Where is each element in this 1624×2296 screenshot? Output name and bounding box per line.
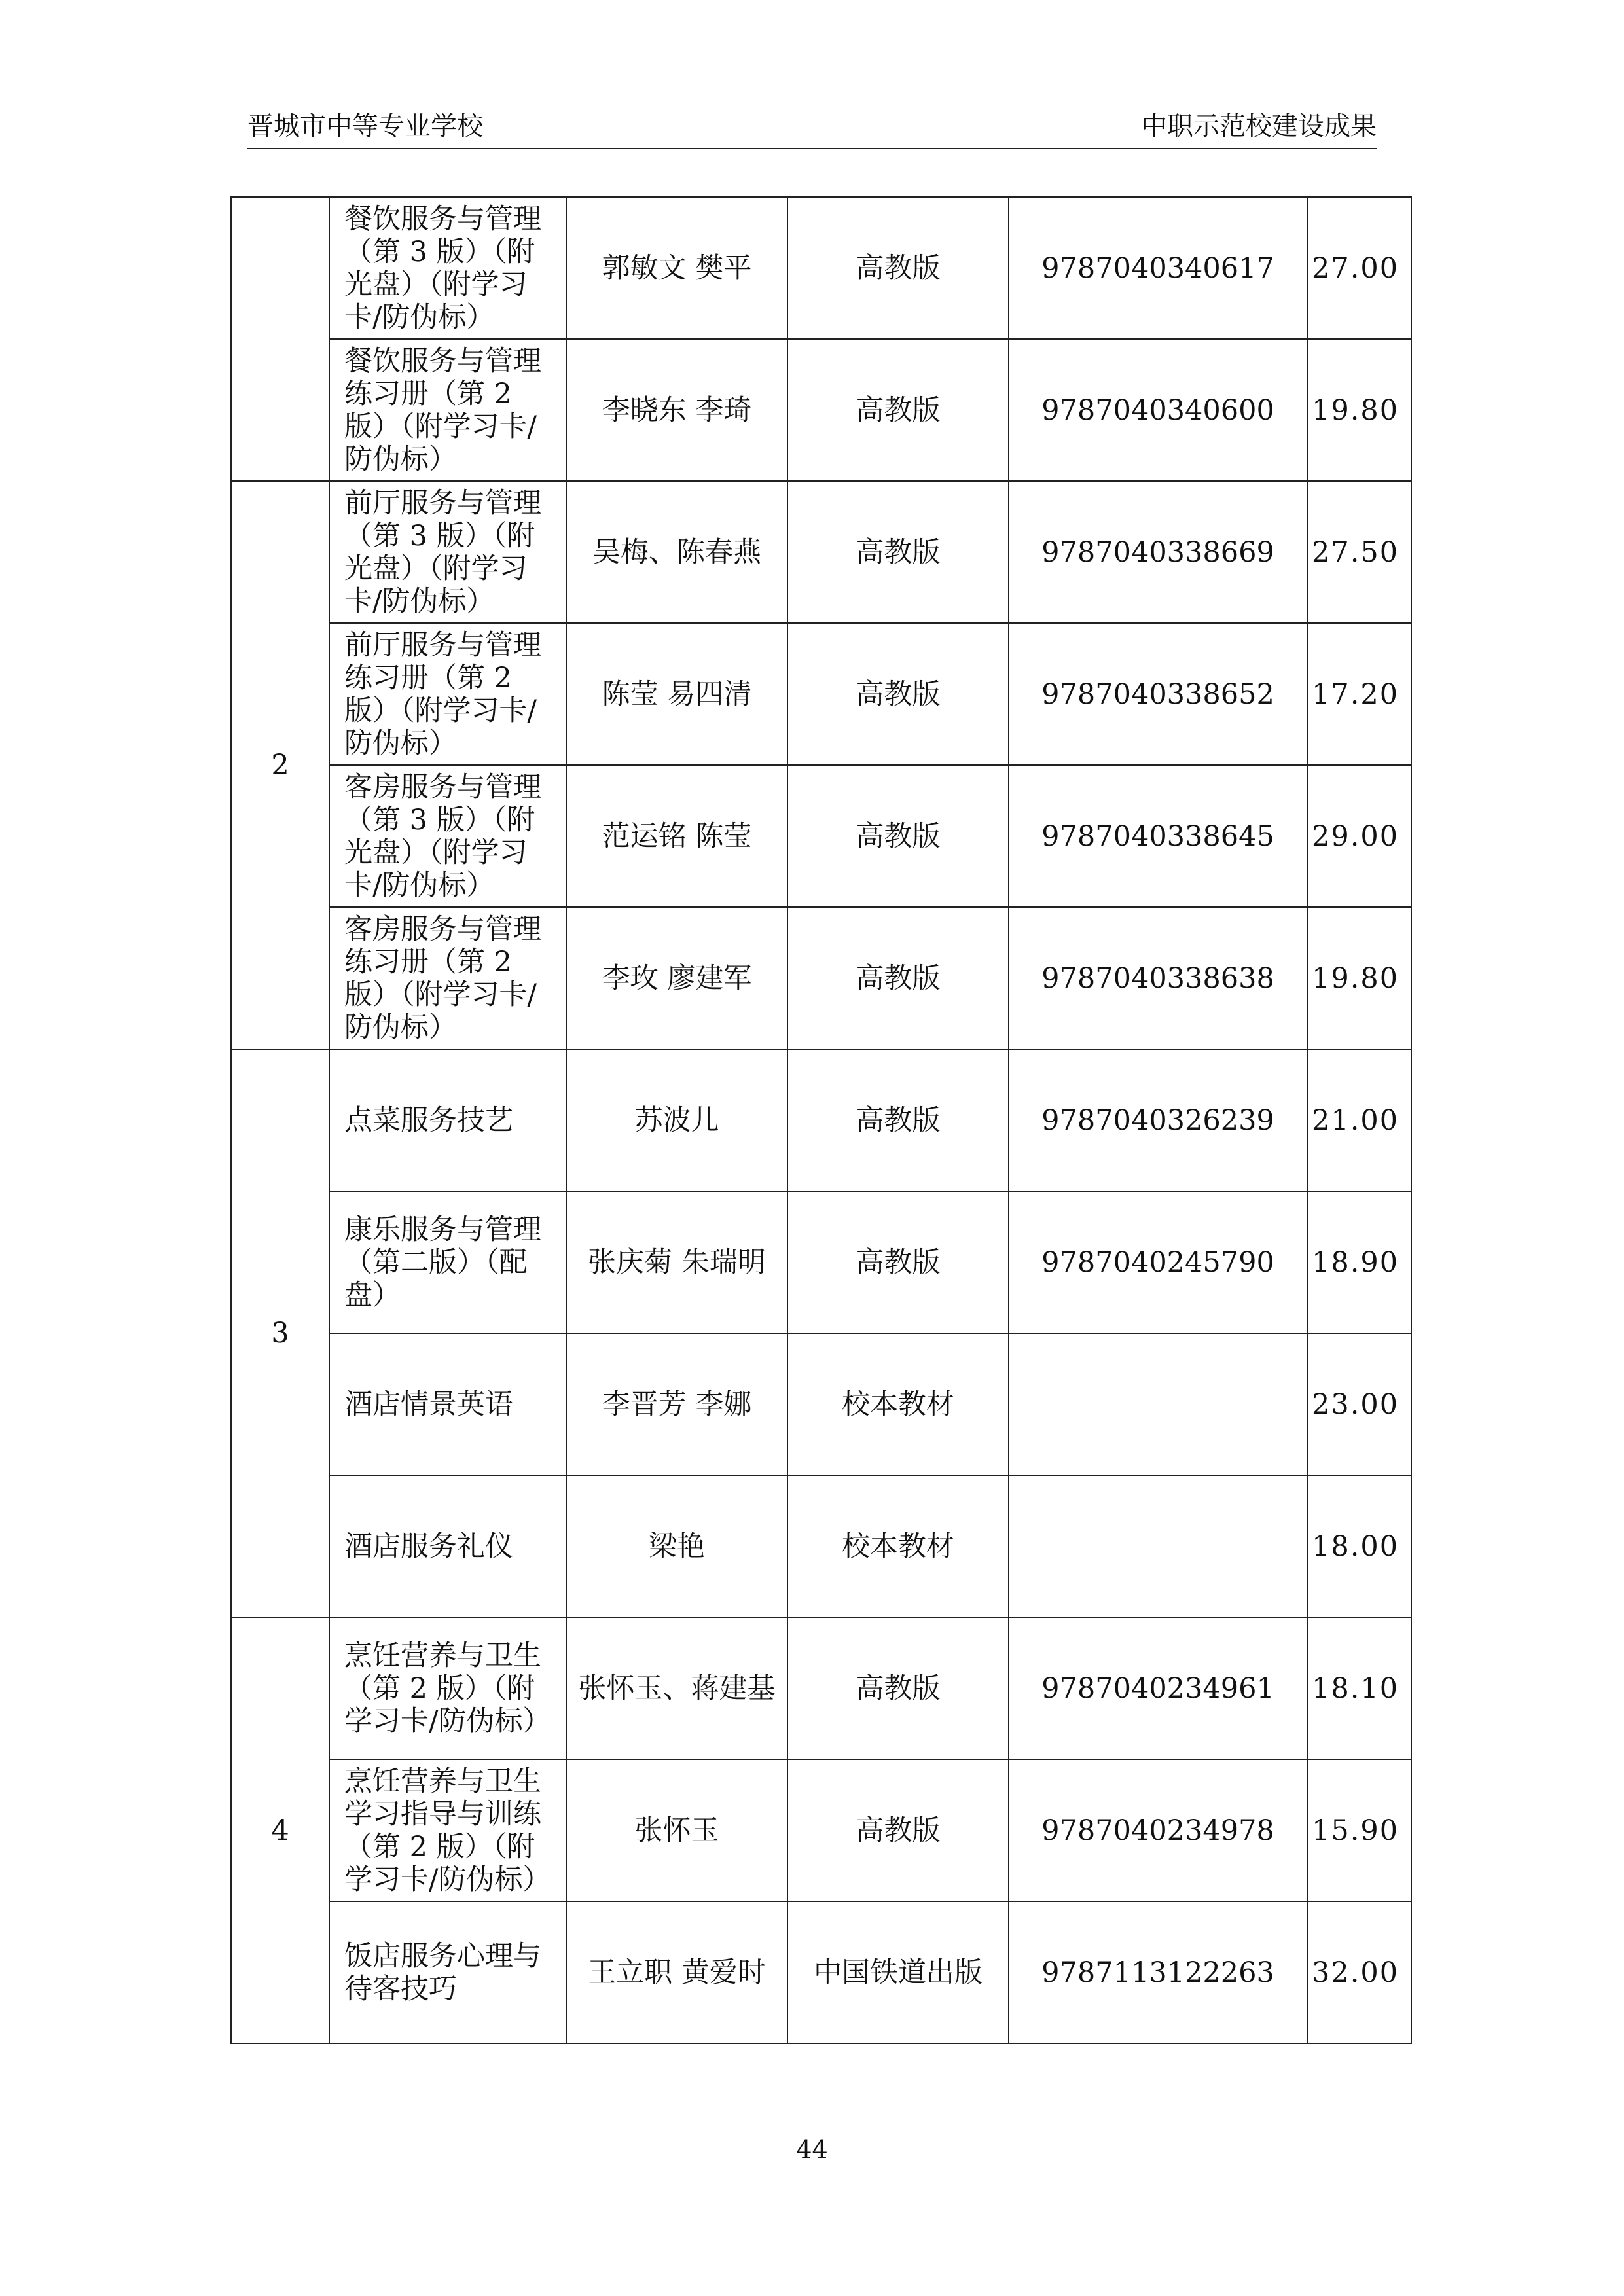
table-row (231, 1475, 1411, 1617)
price-cell: 32.00 (1307, 1901, 1411, 2043)
table-row (231, 481, 1411, 623)
table-row (231, 907, 1411, 1049)
table-row (231, 1759, 1411, 1901)
book-title-cell: 前厅服务与管理练习册（第 2 版）（附学习卡/防伪标） (329, 623, 566, 765)
isbn-cell: 9787040338669 (1009, 481, 1307, 623)
price-cell: 18.00 (1307, 1475, 1411, 1617)
group-number-cell (231, 197, 329, 481)
price-cell: 15.90 (1307, 1759, 1411, 1901)
publisher-cell: 高教版 (787, 197, 1009, 339)
book-title-cell: 点菜服务技艺 (329, 1049, 566, 1191)
price-cell: 19.80 (1307, 907, 1411, 1049)
publisher-cell: 高教版 (787, 1759, 1009, 1901)
publisher-cell: 高教版 (787, 907, 1009, 1049)
book-title-cell: 前厅服务与管理（第 3 版）（附光盘）（附学习卡/防伪标） (329, 481, 566, 623)
publisher-cell: 高教版 (787, 623, 1009, 765)
author-cell: 张怀玉 (566, 1759, 787, 1901)
page-number: 44 (796, 2135, 828, 2164)
author-cell: 李晓东 李琦 (566, 339, 787, 481)
isbn-cell: 9787040234978 (1009, 1759, 1307, 1901)
isbn-cell: 9787040338645 (1009, 765, 1307, 907)
isbn-cell: 9787040338652 (1009, 623, 1307, 765)
book-title-cell: 餐饮服务与管理（第 3 版）（附光盘）（附学习卡/防伪标） (329, 197, 566, 339)
price-cell: 27.00 (1307, 197, 1411, 339)
table-row (231, 765, 1411, 907)
author-cell: 苏波儿 (566, 1049, 787, 1191)
price-cell: 29.00 (1307, 765, 1411, 907)
author-cell: 张怀玉、蒋建基 (566, 1617, 787, 1759)
price-cell: 17.20 (1307, 623, 1411, 765)
isbn-cell: 9787040234961 (1009, 1617, 1307, 1759)
author-cell: 范运铭 陈莹 (566, 765, 787, 907)
book-title-cell: 烹饪营养与卫生（第 2 版）（附学习卡/防伪标） (329, 1617, 566, 1759)
author-cell: 李晋芳 李娜 (566, 1333, 787, 1475)
author-cell: 张庆菊 朱瑞明 (566, 1191, 787, 1333)
publisher-cell: 高教版 (787, 1049, 1009, 1191)
book-title-cell: 酒店情景英语 (329, 1333, 566, 1475)
author-cell: 王立职 黄爱时 (566, 1901, 787, 2043)
price-cell: 23.00 (1307, 1333, 1411, 1475)
book-title-cell: 酒店服务礼仪 (329, 1475, 566, 1617)
isbn-cell: 9787113122263 (1009, 1901, 1307, 2043)
price-cell: 19.80 (1307, 339, 1411, 481)
book-title-cell: 饭店服务心理与待客技巧 (329, 1901, 566, 2043)
isbn-cell: 9787040338638 (1009, 907, 1307, 1049)
table-row (231, 1617, 1411, 1759)
table-row (231, 1049, 1411, 1191)
table-row (231, 1901, 1411, 2043)
author-cell: 郭敏文 樊平 (566, 197, 787, 339)
publisher-cell: 中国铁道出版 (787, 1901, 1009, 2043)
header-section-title: 中职示范校建设成果 (1141, 111, 1377, 141)
book-title-cell: 烹饪营养与卫生学习指导与训练（第 2 版）（附学习卡/防伪标） (329, 1759, 566, 1901)
price-cell: 18.90 (1307, 1191, 1411, 1333)
publisher-cell: 高教版 (787, 1617, 1009, 1759)
publisher-cell: 高教版 (787, 339, 1009, 481)
publisher-cell: 高教版 (787, 481, 1009, 623)
isbn-cell: 9787040326239 (1009, 1049, 1307, 1191)
publisher-cell: 高教版 (787, 1191, 1009, 1333)
isbn-cell: 9787040340617 (1009, 197, 1307, 339)
textbook-table-body (231, 197, 1411, 2043)
author-cell: 吴梅、陈春燕 (566, 481, 787, 623)
author-cell: 陈莹 易四清 (566, 623, 787, 765)
textbook-table (230, 196, 1412, 2044)
group-number-cell: 3 (231, 1049, 329, 1617)
table-row (231, 623, 1411, 765)
publisher-cell: 校本教材 (787, 1475, 1009, 1617)
header-school-name: 晋城市中等专业学校 (247, 111, 483, 141)
isbn-cell (1009, 1475, 1307, 1617)
isbn-cell (1009, 1333, 1307, 1475)
isbn-cell: 9787040245790 (1009, 1191, 1307, 1333)
book-title-cell: 康乐服务与管理（第二版）（配盘） (329, 1191, 566, 1333)
group-number-cell: 4 (231, 1617, 329, 2043)
price-cell: 18.10 (1307, 1617, 1411, 1759)
price-cell: 21.00 (1307, 1049, 1411, 1191)
group-number-cell: 2 (231, 481, 329, 1049)
publisher-cell: 校本教材 (787, 1333, 1009, 1475)
book-title-cell: 客房服务与管理练习册（第 2 版）（附学习卡/防伪标） (329, 907, 566, 1049)
author-cell: 梁艳 (566, 1475, 787, 1617)
publisher-cell: 高教版 (787, 765, 1009, 907)
isbn-cell: 9787040340600 (1009, 339, 1307, 481)
table-row (231, 197, 1411, 339)
table-row (231, 339, 1411, 481)
book-title-cell: 餐饮服务与管理练习册（第 2 版）（附学习卡/防伪标） (329, 339, 566, 481)
table-row (231, 1333, 1411, 1475)
table-row (231, 1191, 1411, 1333)
author-cell: 李玫 廖建军 (566, 907, 787, 1049)
price-cell: 27.50 (1307, 481, 1411, 623)
page-header (247, 111, 1377, 149)
book-title-cell: 客房服务与管理（第 3 版）（附光盘）（附学习卡/防伪标） (329, 765, 566, 907)
